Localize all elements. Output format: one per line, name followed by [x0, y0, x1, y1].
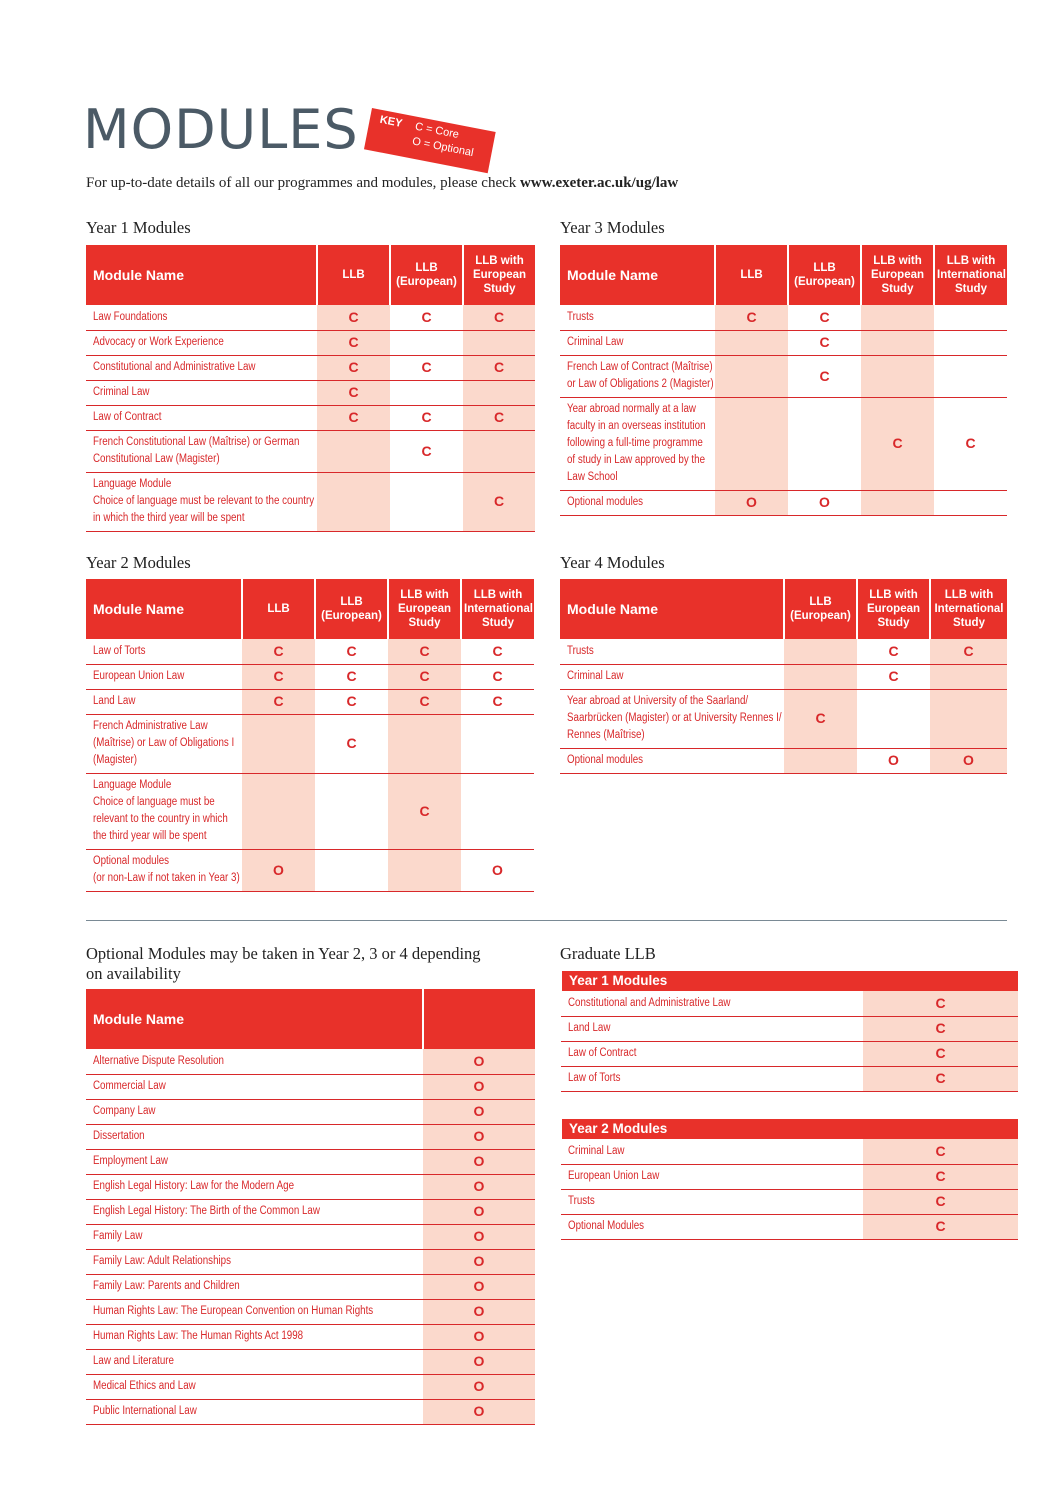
- empty-cell: [715, 397, 788, 490]
- table-row: [86, 1224, 535, 1249]
- module-name: [560, 397, 715, 490]
- module-name: [561, 1016, 863, 1041]
- table-row: [86, 773, 534, 849]
- table-row: [86, 1274, 535, 1299]
- core-marker: C: [463, 472, 535, 531]
- table-row: [86, 305, 535, 330]
- empty-cell: [315, 773, 388, 849]
- year3-heading: Year 3 Modules: [560, 218, 665, 237]
- column-header: LLB with European Study: [857, 579, 930, 639]
- module-name-text: Optional Modules: [568, 1220, 645, 1232]
- empty-cell: [934, 490, 1007, 515]
- module-name: [561, 1041, 863, 1066]
- table-row: [560, 748, 1007, 773]
- core-marker: C: [317, 405, 390, 430]
- module-name: [86, 1149, 423, 1174]
- core-marker: C: [934, 397, 1007, 490]
- module-name-text: French Law of Contract (Maîtrise) or Law of Obligations 2 (Magister): [567, 361, 714, 390]
- website-link[interactable]: www.exeter.ac.uk/ug/law: [520, 175, 679, 191]
- empty-cell: [317, 430, 390, 472]
- core-marker: C: [930, 639, 1007, 664]
- year4-table: [560, 579, 1007, 774]
- core-marker: C: [463, 305, 535, 330]
- core-marker: C: [242, 664, 315, 689]
- module-name-text: Language Module Choice of language must be relevant to the country in which the third year will be spent: [93, 779, 228, 842]
- table-row: [86, 430, 535, 472]
- header-row: [86, 579, 534, 639]
- empty-cell: [861, 490, 934, 515]
- column-header-module-name: Module Name: [86, 245, 317, 305]
- module-name: [86, 405, 317, 430]
- table-row: [560, 664, 1007, 689]
- key-label: KEY: [378, 113, 404, 130]
- table-row: [86, 664, 534, 689]
- table-row: [561, 1164, 1018, 1189]
- core-marker: C: [461, 664, 534, 689]
- core-marker: C: [863, 1066, 1018, 1091]
- column-header: LLB with European Study: [861, 245, 934, 305]
- header-row: [560, 245, 1007, 305]
- key-legend: [364, 108, 496, 173]
- year1-table: [86, 245, 535, 532]
- empty-cell: [242, 714, 315, 773]
- module-name-text: Constitutional and Administrative Law: [568, 996, 731, 1009]
- module-name: [561, 1164, 863, 1189]
- grad1-table: [560, 971, 1018, 1092]
- column-header: LLB (European): [784, 579, 857, 639]
- year3-table: [560, 245, 1007, 516]
- column-header: [423, 989, 535, 1049]
- page-title: MODULES: [83, 98, 359, 161]
- module-name-text: Employment Law: [93, 1155, 168, 1167]
- module-name: [86, 1249, 423, 1274]
- module-name-text: Optional modules: [567, 754, 644, 766]
- module-name-text: Constitutional and Administrative Law: [93, 361, 256, 373]
- empty-cell: [857, 689, 930, 748]
- module-name-text: Land Law: [93, 695, 136, 707]
- module-name-text: Advocacy or Work Experience: [93, 336, 224, 348]
- core-marker: C: [463, 405, 535, 430]
- core-marker: C: [461, 689, 534, 714]
- table-row: [560, 355, 1007, 397]
- core-marker: C: [317, 305, 390, 330]
- optional-table: [86, 989, 535, 1425]
- empty-cell: [388, 849, 461, 891]
- header-row: [561, 971, 1018, 991]
- module-name: [86, 1324, 423, 1349]
- module-name: [560, 664, 784, 689]
- table-row: [86, 1199, 535, 1224]
- module-name: [561, 1189, 863, 1214]
- column-header: LLB: [242, 579, 315, 639]
- table-row: [86, 380, 535, 405]
- optional-marker: O: [423, 1174, 535, 1199]
- optional-marker: O: [423, 1124, 535, 1149]
- empty-cell: [463, 380, 535, 405]
- module-name: [86, 639, 242, 664]
- empty-cell: [784, 664, 857, 689]
- column-header: LLB with International Study: [461, 579, 534, 639]
- module-name-text: Dissertation: [93, 1130, 145, 1142]
- optional-marker: O: [788, 490, 861, 515]
- core-marker: C: [317, 330, 390, 355]
- optional-marker: O: [242, 849, 315, 891]
- empty-cell: [930, 664, 1007, 689]
- table-row: [561, 1016, 1018, 1041]
- core-marker: C: [390, 355, 463, 380]
- module-name: [86, 1274, 423, 1299]
- table-row: [86, 1049, 535, 1074]
- module-name-text: Trusts: [567, 644, 594, 657]
- year1-heading: Year 1 Modules: [86, 218, 191, 237]
- core-marker: C: [388, 639, 461, 664]
- module-name-text: Year abroad at University of the Saarland/ Saarbrücken (Magister) or at University Rennes I/ Rennes (Maîtrise): [567, 695, 782, 741]
- empty-cell: [390, 380, 463, 405]
- module-name: [561, 1066, 863, 1091]
- column-header: LLB (European): [788, 245, 861, 305]
- table-row: [86, 405, 535, 430]
- table-row: [561, 1041, 1018, 1066]
- core-marker: C: [315, 714, 388, 773]
- optional-marker: O: [423, 1149, 535, 1174]
- table-row: [560, 490, 1007, 515]
- core-marker: C: [715, 305, 788, 330]
- table-row: [86, 355, 535, 380]
- table-row: [560, 689, 1007, 748]
- module-name-text: European Union Law: [568, 1170, 660, 1182]
- module-name-text: Law of Contract: [93, 411, 162, 423]
- module-name: [560, 639, 784, 664]
- module-name-text: Company Law: [93, 1105, 156, 1117]
- core-marker: C: [857, 664, 930, 689]
- module-name-text: Alternative Dispute Resolution: [93, 1054, 224, 1067]
- year2-heading: Year 2 Modules: [86, 553, 191, 572]
- module-name-text: Law Foundations: [93, 310, 168, 323]
- table-row: [86, 330, 535, 355]
- column-header: LLB with International Study: [930, 579, 1007, 639]
- optional-marker: O: [423, 1249, 535, 1274]
- column-header-module-name: Module Name: [86, 579, 242, 639]
- table-row: [561, 1139, 1018, 1164]
- column-header-module-name: Module Name: [560, 245, 715, 305]
- module-name: [86, 1049, 423, 1074]
- module-name: [560, 689, 784, 748]
- module-name-text: Criminal Law: [93, 386, 150, 398]
- optional-marker: O: [857, 748, 930, 773]
- core-marker: C: [788, 355, 861, 397]
- optional-marker: O: [930, 748, 1007, 773]
- empty-cell: [930, 689, 1007, 748]
- core-marker: C: [461, 639, 534, 664]
- module-name-text: Human Rights Law: The Human Rights Act 1998: [93, 1330, 304, 1342]
- module-name: [86, 1374, 423, 1399]
- core-marker: C: [390, 405, 463, 430]
- empty-cell: [861, 355, 934, 397]
- table-row: [86, 472, 535, 531]
- module-name: [86, 1074, 423, 1099]
- module-name: [86, 1299, 423, 1324]
- table-row: [86, 849, 534, 891]
- table-row: [561, 991, 1018, 1016]
- table-row: [561, 1066, 1018, 1091]
- core-marker: C: [242, 689, 315, 714]
- module-name-text: Family Law: Parents and Children: [93, 1280, 240, 1292]
- table-row: [86, 1399, 535, 1424]
- column-header: LLB (European): [390, 245, 463, 305]
- table-row: [86, 714, 534, 773]
- empty-cell: [315, 849, 388, 891]
- module-name-text: Language Module Choice of language must be relevant to the country in which the third year will be spent: [93, 478, 315, 524]
- core-marker: C: [788, 305, 861, 330]
- core-marker: C: [863, 1139, 1018, 1164]
- module-name-text: Land Law: [568, 1022, 611, 1034]
- empty-cell: [463, 430, 535, 472]
- module-name-text: Commercial Law: [93, 1080, 166, 1092]
- module-name: [86, 472, 317, 531]
- module-name-text: Human Rights Law: The European Convention on Human Rights: [93, 1305, 374, 1317]
- optional-marker: O: [423, 1224, 535, 1249]
- optional-marker: O: [423, 1349, 535, 1374]
- module-name: [86, 380, 317, 405]
- optional-marker: O: [423, 1324, 535, 1349]
- empty-cell: [317, 472, 390, 531]
- core-marker: C: [315, 664, 388, 689]
- module-name: [86, 1349, 423, 1374]
- core-marker: C: [388, 664, 461, 689]
- module-name-text: Trusts: [567, 310, 594, 323]
- table-row: [561, 1189, 1018, 1214]
- empty-cell: [715, 330, 788, 355]
- table-row: [560, 639, 1007, 664]
- table-row: [86, 1374, 535, 1399]
- module-name-text: Criminal Law: [568, 1144, 625, 1157]
- column-header-module-name: Module Name: [86, 989, 423, 1049]
- column-header: LLB with International Study: [934, 245, 1007, 305]
- table-row: [86, 1249, 535, 1274]
- empty-cell: [784, 639, 857, 664]
- module-name-text: Optional modules (or non-Law if not taken in Year 3): [93, 855, 240, 884]
- core-marker: C: [863, 1164, 1018, 1189]
- section-divider: [86, 920, 1007, 921]
- module-name: [86, 664, 242, 689]
- module-name-text: Law of Contract: [568, 1047, 637, 1059]
- empty-cell: [715, 355, 788, 397]
- module-name: [560, 305, 715, 330]
- optional-marker: O: [423, 1199, 535, 1224]
- core-marker: C: [315, 639, 388, 664]
- core-marker: C: [390, 430, 463, 472]
- core-marker: C: [317, 380, 390, 405]
- module-name: [86, 1399, 423, 1424]
- core-marker: C: [863, 1016, 1018, 1041]
- module-name-text: Criminal Law: [567, 670, 624, 682]
- intro-sentence: For up-to-date details of all our programmes and modules, please check: [86, 175, 521, 191]
- table-row: [86, 1099, 535, 1124]
- module-name: [86, 714, 242, 773]
- empty-cell: [861, 330, 934, 355]
- core-marker: C: [863, 1189, 1018, 1214]
- module-name-text: English Legal History: Law for the Modern Age: [93, 1180, 295, 1192]
- core-marker: C: [788, 330, 861, 355]
- table-row: [86, 639, 534, 664]
- empty-cell: [390, 472, 463, 531]
- optional-marker: O: [423, 1399, 535, 1424]
- module-name: [86, 773, 242, 849]
- core-marker: C: [388, 689, 461, 714]
- key-core: C = Core: [414, 120, 460, 141]
- module-name: [561, 991, 863, 1016]
- module-name: [86, 1174, 423, 1199]
- optional-marker: O: [423, 1374, 535, 1399]
- table-row: [560, 330, 1007, 355]
- empty-cell: [861, 305, 934, 330]
- module-name-text: European Union Law: [93, 670, 185, 682]
- empty-cell: [461, 714, 534, 773]
- module-name-text: Law of Torts: [93, 644, 146, 657]
- core-marker: C: [863, 1214, 1018, 1239]
- header-row: [561, 1119, 1018, 1139]
- empty-cell: [242, 773, 315, 849]
- table-row: [86, 1174, 535, 1199]
- module-name-text: Public International Law: [93, 1405, 197, 1417]
- module-name-text: Law and Literature: [93, 1355, 174, 1367]
- year2-table: [86, 579, 534, 892]
- core-marker: C: [863, 991, 1018, 1016]
- intro-text: [86, 175, 678, 192]
- column-header: LLB (European): [315, 579, 388, 639]
- header-row: [86, 989, 535, 1049]
- core-marker: C: [388, 773, 461, 849]
- empty-cell: [388, 714, 461, 773]
- module-name: [86, 430, 317, 472]
- section-header: Year 1 Modules: [561, 971, 1018, 991]
- module-name: [86, 1124, 423, 1149]
- module-name-text: French Constitutional Law (Maîtrise) or German Constitutional Law (Magister): [93, 436, 300, 465]
- module-name-text: English Legal History: The Birth of the Common Law: [93, 1205, 320, 1217]
- optional-marker: O: [423, 1099, 535, 1124]
- core-marker: C: [390, 305, 463, 330]
- optional-marker: O: [423, 1074, 535, 1099]
- module-name-text: French Administrative Law (Maîtrise) or Law of Obligations I (Magister): [93, 720, 235, 766]
- column-header: LLB with European Study: [463, 245, 535, 305]
- module-name: [86, 1099, 423, 1124]
- table-row: [86, 1349, 535, 1374]
- year4-heading: Year 4 Modules: [560, 553, 665, 572]
- table-row: [561, 1214, 1018, 1239]
- empty-cell: [463, 330, 535, 355]
- core-marker: C: [784, 689, 857, 748]
- empty-cell: [934, 330, 1007, 355]
- column-header: LLB: [715, 245, 788, 305]
- module-name-text: Trusts: [568, 1195, 595, 1207]
- table-row: [86, 1299, 535, 1324]
- empty-cell: [788, 397, 861, 490]
- optional-marker: O: [715, 490, 788, 515]
- core-marker: C: [857, 639, 930, 664]
- table-row: [86, 689, 534, 714]
- grad2-table: [560, 1119, 1018, 1240]
- section-header: Year 2 Modules: [561, 1119, 1018, 1139]
- header-row: [560, 579, 1007, 639]
- empty-cell: [934, 305, 1007, 330]
- core-marker: C: [317, 355, 390, 380]
- core-marker: C: [863, 1041, 1018, 1066]
- empty-cell: [784, 748, 857, 773]
- table-row: [86, 1074, 535, 1099]
- column-header: LLB with European Study: [388, 579, 461, 639]
- core-marker: C: [242, 639, 315, 664]
- module-name: [560, 490, 715, 515]
- key-optional: O = Optional: [411, 135, 475, 160]
- table-row: [86, 1124, 535, 1149]
- module-name-text: Family Law: Adult Relationships: [93, 1255, 232, 1267]
- optional-marker: O: [423, 1049, 535, 1074]
- module-name: [561, 1214, 863, 1239]
- optional-marker: O: [461, 849, 534, 891]
- optional-marker: O: [423, 1274, 535, 1299]
- empty-cell: [390, 330, 463, 355]
- table-row: [560, 305, 1007, 330]
- core-marker: C: [861, 397, 934, 490]
- module-name: [561, 1139, 863, 1164]
- empty-cell: [934, 355, 1007, 397]
- module-name: [86, 1224, 423, 1249]
- module-name: [86, 355, 317, 380]
- module-name-text: Optional modules: [567, 496, 644, 508]
- empty-cell: [461, 773, 534, 849]
- module-name-text: Year abroad normally at a law faculty in an overseas institution following a full-time programme of study in Law approved by the Law School: [567, 403, 706, 483]
- module-name-text: Law of Torts: [568, 1072, 621, 1084]
- module-name: [86, 330, 317, 355]
- table-row: [86, 1149, 535, 1174]
- module-name: [86, 689, 242, 714]
- module-name: [86, 1199, 423, 1224]
- core-marker: C: [315, 689, 388, 714]
- module-name: [86, 305, 317, 330]
- optional-marker: O: [423, 1299, 535, 1324]
- module-name-text: Family Law: [93, 1230, 143, 1242]
- column-header: LLB: [317, 245, 390, 305]
- table-row: [86, 1324, 535, 1349]
- module-name-text: Criminal Law: [567, 336, 624, 348]
- header-row: [86, 245, 535, 305]
- column-header-module-name: Module Name: [560, 579, 784, 639]
- module-name: [86, 849, 242, 891]
- table-row: [560, 397, 1007, 490]
- core-marker: C: [463, 355, 535, 380]
- module-name-text: Medical Ethics and Law: [93, 1380, 196, 1392]
- module-name: [560, 355, 715, 397]
- graduate-heading: Graduate LLB: [560, 944, 656, 963]
- module-name: [560, 330, 715, 355]
- optional-heading: Optional Modules may be taken in Year 2, 3 or 4 depending on availability: [86, 944, 481, 983]
- module-name: [560, 748, 784, 773]
